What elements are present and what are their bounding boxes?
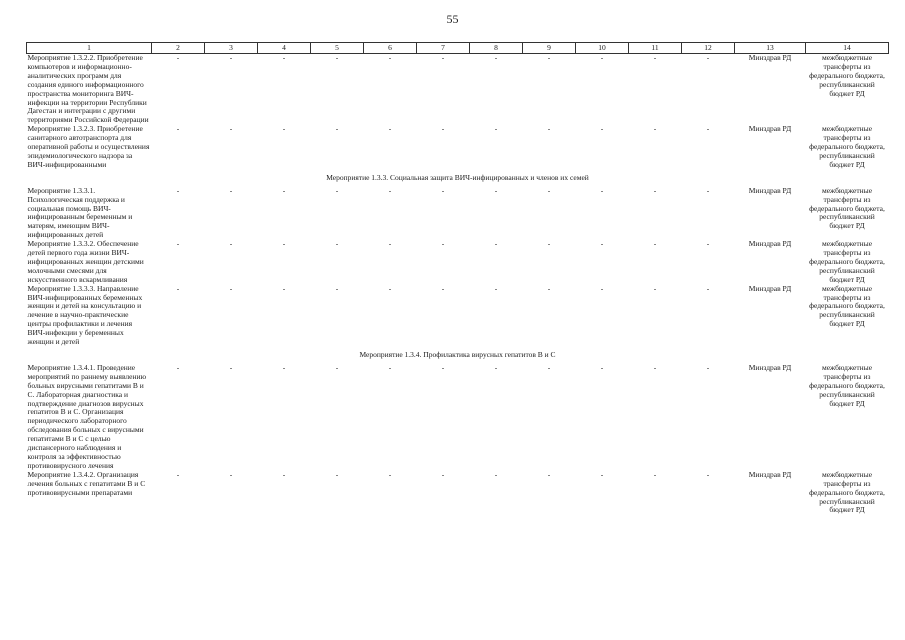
empty-value-dash: - [176, 239, 180, 249]
empty-value-dash: - [547, 239, 551, 249]
program-table [26, 42, 889, 515]
executor: Минздрав РД [748, 53, 792, 62]
executor: Минздрав РД [748, 469, 792, 479]
empty-value-dash: - [282, 239, 286, 249]
empty-value-dash: - [706, 53, 710, 62]
column-header: 4 [258, 43, 311, 54]
funding-source: межбюджетные трансферты из федерального бюджета, республиканский бюджет РД [809, 283, 885, 329]
empty-value-dash: - [494, 239, 498, 249]
section-row [27, 347, 889, 364]
empty-value-dash: - [229, 283, 233, 293]
activity-name: Мероприятие 1.3.2.3. Приобретение санитарного автотранспорта для оперативной работы и осуществления эпидемиологического надзора за ВИЧ-инфицированными [27, 124, 150, 169]
empty-value-dash: - [706, 185, 710, 195]
activity-name: Мероприятие 1.3.4.1. Проведение мероприятий по раннему выявлению больных вирусными гепатитами В и С. Лабораторная диагностика и подтверждение диагнозов вирусных гепатитов В и С. Организация периодического лабораторного обследования больных с вирусными гепатитами В и С с целью диспансерного наблюдения и контроля за эффективностью противовирусного лечения [27, 362, 147, 470]
empty-value-dash: - [282, 362, 286, 372]
executor: Минздрав РД [748, 239, 792, 249]
empty-value-dash: - [547, 53, 551, 62]
funding-source: межбюджетные трансферты из федерального бюджета, республиканский бюджет РД [809, 239, 885, 284]
funding-source: межбюджетные трансферты из федерального бюджета, республиканский бюджет РД [809, 53, 885, 98]
empty-value-dash: - [335, 469, 339, 479]
empty-value-dash: - [494, 53, 498, 62]
empty-value-dash: - [282, 53, 286, 62]
empty-value-dash: - [706, 469, 710, 479]
page-number: 55 [446, 12, 459, 26]
empty-value-dash: - [335, 124, 339, 134]
empty-value-dash: - [653, 53, 657, 62]
empty-value-dash: - [441, 362, 445, 372]
column-header: 7 [417, 43, 470, 54]
column-header: 1 [27, 43, 152, 54]
empty-value-dash: - [494, 283, 498, 293]
column-header: 13 [735, 43, 806, 54]
table-row [27, 364, 889, 471]
empty-value-dash: - [494, 185, 498, 195]
table-row [27, 471, 889, 516]
executor: Минздрав РД [748, 362, 792, 372]
empty-value-dash: - [388, 283, 392, 293]
funding-source: межбюджетные трансферты из федерального бюджета, республиканский бюджет РД [809, 185, 885, 231]
executor: Минздрав РД [748, 185, 792, 195]
funding-source: межбюджетные трансферты из федерального бюджета, республиканский бюджет РД [809, 124, 885, 169]
empty-value-dash: - [229, 185, 233, 195]
empty-value-dash: - [335, 53, 339, 62]
activity-name: Мероприятие 1.3.3.3. Направление ВИЧ-инфицированных беременных женщин и детей на консультацию и лечение в научно-практические центры профилактики и лечения ВИЧ-инфекции у беременных женщин и детей [27, 283, 143, 347]
empty-value-dash: - [706, 239, 710, 249]
column-header: 9 [523, 43, 576, 54]
empty-value-dash: - [600, 53, 604, 62]
empty-value-dash: - [547, 124, 551, 134]
empty-value-dash: - [653, 283, 657, 293]
empty-value-dash: - [441, 53, 445, 62]
table-row [27, 54, 889, 126]
empty-value-dash: - [282, 124, 286, 134]
empty-value-dash: - [388, 185, 392, 195]
empty-value-dash: - [600, 185, 604, 195]
column-header: 2 [152, 43, 205, 54]
empty-value-dash: - [547, 283, 551, 293]
empty-value-dash: - [600, 362, 604, 372]
empty-value-dash: - [494, 362, 498, 372]
empty-value-dash: - [388, 362, 392, 372]
activity-name: Мероприятие 1.3.3.1. Психологическая поддержка и социальная помощь ВИЧ-инфицированным беременным и матерям, имеющим ВИЧ-инфицированных детей [27, 185, 133, 240]
empty-value-dash: - [388, 53, 392, 62]
table-header-row [27, 43, 889, 54]
table-body [27, 54, 889, 516]
activity-name: Мероприятие 1.3.3.2. Обеспечение детей первого года жизни ВИЧ-инфицированных женщин детскими молочными смесями для искусственного вскармливания [27, 239, 144, 284]
empty-value-dash: - [229, 124, 233, 134]
column-header: 14 [806, 43, 889, 54]
funding-source: межбюджетные трансферты из федерального бюджета, республиканский бюджет РД [809, 362, 885, 408]
empty-value-dash: - [441, 469, 445, 479]
empty-value-dash: - [282, 469, 286, 479]
executor: Минздрав РД [748, 124, 792, 134]
column-header: 11 [629, 43, 682, 54]
empty-value-dash: - [335, 239, 339, 249]
table-row [27, 240, 889, 285]
empty-value-dash: - [494, 469, 498, 479]
empty-value-dash: - [706, 124, 710, 134]
empty-value-dash: - [229, 362, 233, 372]
column-header: 3 [205, 43, 258, 54]
table-row [27, 187, 889, 240]
empty-value-dash: - [176, 53, 180, 62]
empty-value-dash: - [441, 185, 445, 195]
empty-value-dash: - [706, 283, 710, 293]
empty-value-dash: - [547, 185, 551, 195]
empty-value-dash: - [176, 124, 180, 134]
empty-value-dash: - [441, 283, 445, 293]
empty-value-dash: - [335, 185, 339, 195]
empty-value-dash: - [441, 124, 445, 134]
empty-value-dash: - [388, 469, 392, 479]
section-title: Мероприятие 1.3.3. Социальная защита ВИЧ-инфицированных и членов их семей [326, 172, 589, 182]
empty-value-dash: - [335, 362, 339, 372]
column-header: 5 [311, 43, 364, 54]
funding-source: межбюджетные трансферты из федерального бюджета, республиканский бюджет РД [809, 469, 885, 515]
empty-value-dash: - [176, 362, 180, 372]
empty-value-dash: - [653, 239, 657, 249]
empty-value-dash: - [229, 469, 233, 479]
empty-value-dash: - [388, 124, 392, 134]
empty-value-dash: - [441, 239, 445, 249]
column-header: 6 [364, 43, 417, 54]
empty-value-dash: - [176, 469, 180, 479]
empty-value-dash: - [229, 239, 233, 249]
empty-value-dash: - [176, 283, 180, 293]
empty-value-dash: - [653, 362, 657, 372]
column-header: 12 [682, 43, 735, 54]
column-header: 8 [470, 43, 523, 54]
empty-value-dash: - [653, 124, 657, 134]
empty-value-dash: - [653, 185, 657, 195]
empty-value-dash: - [547, 362, 551, 372]
activity-name: Мероприятие 1.3.2.2. Приобретение компьютеров и информационно-аналитических программ для создания единого информационного пространства мониторинга ВИЧ-инфекции на территории Республики Дагестан и интеграции с другими территориями Российской Федерации [27, 53, 149, 125]
empty-value-dash: - [335, 283, 339, 293]
executor: Минздрав РД [748, 283, 792, 293]
empty-value-dash: - [600, 124, 604, 134]
empty-value-dash: - [600, 283, 604, 293]
empty-value-dash: - [600, 469, 604, 479]
empty-value-dash: - [706, 362, 710, 372]
empty-value-dash: - [229, 53, 233, 62]
column-header: 10 [576, 43, 629, 54]
empty-value-dash: - [388, 239, 392, 249]
empty-value-dash: - [600, 239, 604, 249]
empty-value-dash: - [282, 283, 286, 293]
table-row [27, 125, 889, 170]
section-title: Мероприятие 1.3.4. Профилактика вирусных гепатитов В и С [359, 350, 556, 359]
empty-value-dash: - [547, 469, 551, 479]
section-row [27, 170, 889, 187]
empty-value-dash: - [653, 469, 657, 479]
empty-value-dash: - [176, 185, 180, 195]
program-table-container [26, 42, 888, 515]
empty-value-dash: - [494, 124, 498, 134]
activity-name: Мероприятие 1.3.4.2. Организация лечения больных с гепатитами В и С противовирусными препаратами [27, 469, 146, 497]
table-row [27, 285, 889, 347]
empty-value-dash: - [282, 185, 286, 195]
